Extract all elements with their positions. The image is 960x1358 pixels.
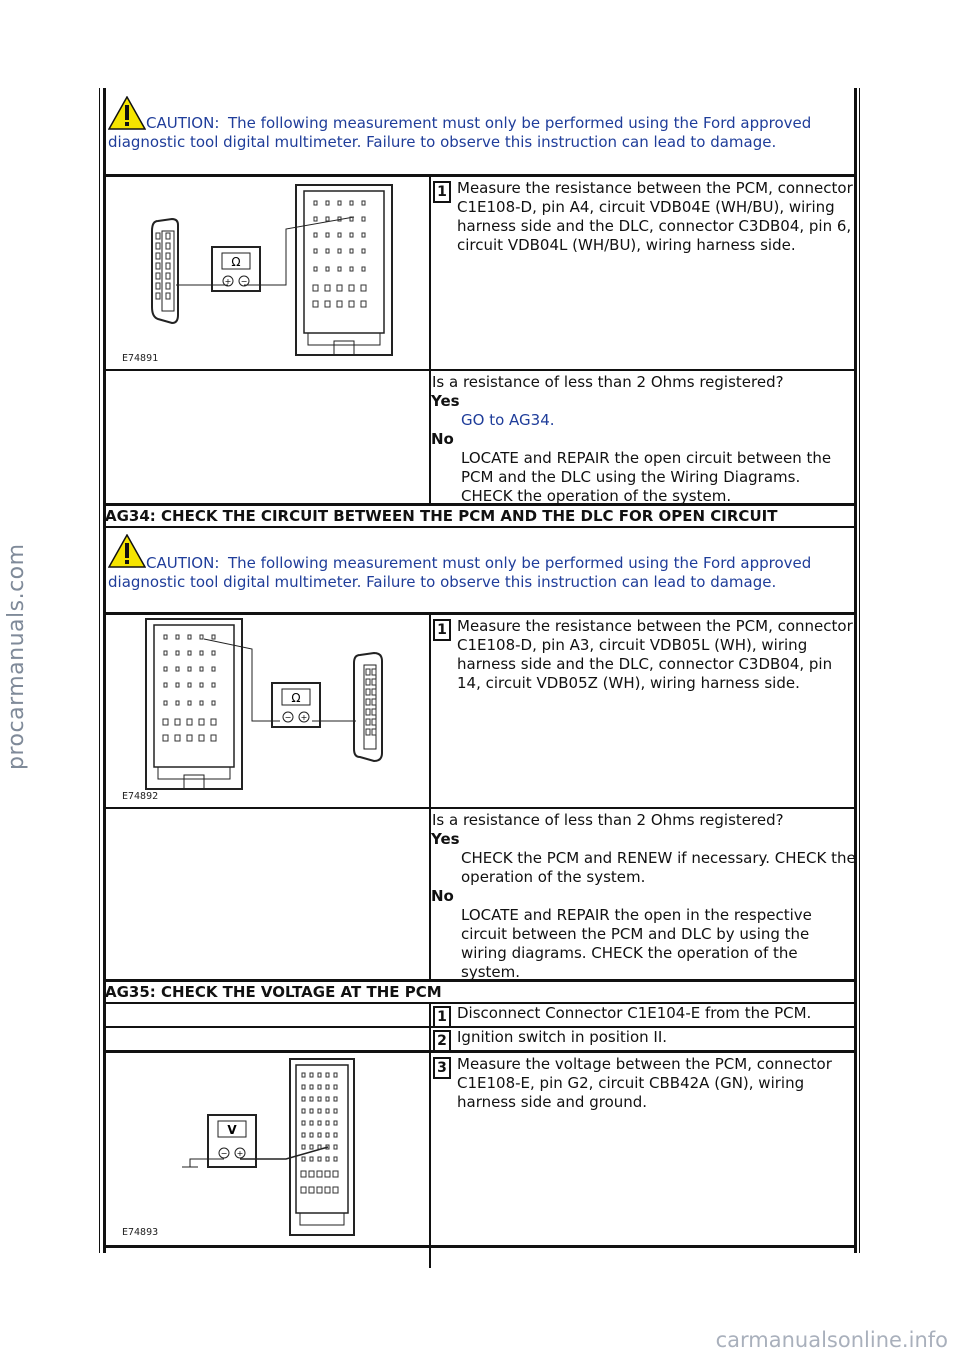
yes-label: Yes <box>431 392 460 410</box>
figure-label: E74891 <box>122 353 159 364</box>
question-cell <box>431 371 856 503</box>
step-number: 1 <box>433 1006 451 1028</box>
connector-diagram-resistance <box>116 617 426 803</box>
svg-text:+: + <box>224 277 232 286</box>
step-row <box>104 1002 856 1026</box>
goto-link[interactable]: GO to AG34. <box>461 411 555 429</box>
figure-cell <box>104 177 431 369</box>
left-rule-thin <box>99 88 100 1253</box>
caution-text: The following measurement must only be performed using the Ford approved diagnostic tool digital multimeter. Failure to observe this instruction can lead to damage. <box>108 114 812 151</box>
question-text: Is a resistance of less than 2 Ohms registered? <box>432 373 784 391</box>
step-number: 2 <box>433 1030 451 1052</box>
question-row <box>104 369 856 503</box>
caution-label: CAUTION: <box>146 554 220 572</box>
instruction-cell <box>431 177 856 369</box>
svg-text:−: − <box>284 713 292 722</box>
step-2 <box>431 1028 856 1052</box>
no-answer-text: LOCATE and REPAIR the open circuit between the PCM and the DLC using the Wiring Diagrams. CHECK the operation of the system. <box>461 449 832 505</box>
step-1 <box>431 1004 856 1028</box>
ohm-symbol: Ω <box>231 255 241 269</box>
figure-cell <box>104 615 431 807</box>
footer-watermark: carmanualsonline.info <box>715 1328 948 1352</box>
step-text: Measure the resistance between the PCM, connector C1E108-D, pin A4, circuit VDB04E (WH/BU), wiring harness side and the DLC, connector C3DB04, pin 6, circuit VDB04L (WH/BU), wiring harness side. <box>457 179 853 254</box>
svg-text:+: + <box>300 713 308 722</box>
warning-icon <box>108 96 146 130</box>
step-row <box>104 174 856 369</box>
caution-text: The following measurement must only be performed using the Ford approved diagnostic tool digital multimeter. Failure to observe this instruction can lead to damage. <box>108 554 812 591</box>
instruction-cell <box>431 615 856 807</box>
step-text: Measure the resistance between the PCM, connector C1E108-D, pin A3, circuit VDB05L (WH), wiring harness side and the DLC, connector C3DB04, pin 14, circuit VDB05Z (WH), wiring harness side. <box>457 617 853 692</box>
step-text: Ignition switch in position II. <box>457 1028 668 1046</box>
step-1 <box>431 617 856 693</box>
instruction-cell <box>431 1028 856 1050</box>
connector-diagram-voltage <box>116 1057 426 1243</box>
connector-diagram-resistance <box>116 181 426 367</box>
side-watermark: procarmanuals.com <box>4 543 29 770</box>
no-label: No <box>431 887 454 905</box>
step-row <box>104 1026 856 1050</box>
next-row-partial <box>104 1248 856 1268</box>
figure-label: E74893 <box>122 1227 159 1238</box>
yes-label: Yes <box>431 830 460 848</box>
caution-label: CAUTION: <box>146 114 220 132</box>
caution-block <box>104 526 856 612</box>
question-row <box>104 807 856 979</box>
manual-page <box>104 88 856 1268</box>
caution-block <box>104 88 856 174</box>
step-row <box>104 1050 856 1248</box>
section-heading-ag34: AG34: CHECK THE CIRCUIT BETWEEN THE PCM AND THE DLC FOR OPEN CIRCUIT <box>104 503 856 526</box>
step-number: 3 <box>433 1057 451 1079</box>
svg-text:+: + <box>236 1149 244 1158</box>
figure-label: E74892 <box>122 791 159 802</box>
ohm-symbol: Ω <box>291 691 301 705</box>
yes-answer-text: CHECK the PCM and RENEW if necessary. CHECK the operation of the system. <box>461 849 856 886</box>
question-text: Is a resistance of less than 2 Ohms registered? <box>432 811 784 829</box>
question-cell <box>431 809 856 979</box>
volt-symbol: V <box>227 1123 237 1137</box>
instruction-cell <box>431 1053 856 1245</box>
right-rule-thin <box>859 88 860 1253</box>
step-number: 1 <box>433 619 451 641</box>
step-text: Measure the voltage between the PCM, connector C1E108-E, pin G2, circuit CBB42A (GN), wiring harness side and ground. <box>457 1055 832 1111</box>
step-row <box>104 612 856 807</box>
step-3 <box>431 1055 856 1112</box>
figure-cell <box>104 1053 431 1245</box>
no-label: No <box>431 430 454 448</box>
step-text: Disconnect Connector C1E104-E from the PCM. <box>457 1004 812 1022</box>
no-answer-text: LOCATE and REPAIR the open in the respective circuit between the PCM and DLC by using the wiring diagrams. CHECK the operation of the system. <box>461 906 812 981</box>
warning-icon <box>108 534 146 568</box>
svg-text:−: − <box>240 277 248 286</box>
step-number: 1 <box>433 181 451 203</box>
instruction-cell <box>431 1004 856 1026</box>
section-heading-ag35: AG35: CHECK THE VOLTAGE AT THE PCM <box>104 979 856 1002</box>
step-1 <box>431 179 856 255</box>
svg-text:−: − <box>220 1149 228 1158</box>
